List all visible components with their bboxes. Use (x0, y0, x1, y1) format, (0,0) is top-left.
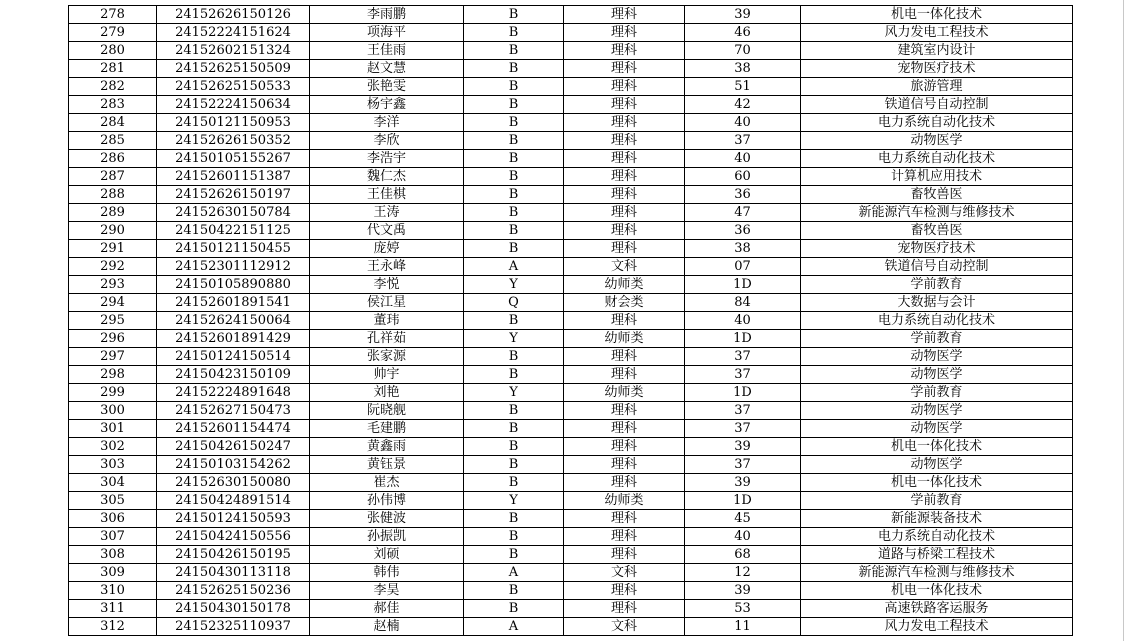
row-number-cell: 302 (69, 438, 157, 456)
score-cell: 12 (685, 564, 801, 582)
category-code-cell: Y (464, 492, 564, 510)
table-row (69, 312, 1073, 330)
exam-id-cell: 24150424891514 (157, 492, 310, 510)
row-number-cell: 280 (69, 42, 157, 60)
major-cell: 学前教育 (801, 492, 1073, 510)
score-cell: 39 (685, 474, 801, 492)
table-row (69, 114, 1073, 132)
student-name-cell: 李欣 (310, 132, 464, 150)
score-cell: 39 (685, 582, 801, 600)
major-cell: 机电一体化技术 (801, 582, 1073, 600)
row-number-cell: 303 (69, 456, 157, 474)
category-cell: 理科 (564, 60, 685, 78)
student-name-cell: 孙振凯 (310, 528, 464, 546)
exam-id-cell: 24150426150247 (157, 438, 310, 456)
score-cell: 68 (685, 546, 801, 564)
exam-id-cell: 24152601891541 (157, 294, 310, 312)
score-cell: 37 (685, 348, 801, 366)
category-code-cell: B (464, 114, 564, 132)
exam-id-cell: 24150121150455 (157, 240, 310, 258)
category-code-cell: B (464, 546, 564, 564)
major-cell: 新能源装备技术 (801, 510, 1073, 528)
exam-id-cell: 24152601154474 (157, 420, 310, 438)
row-number-cell: 310 (69, 582, 157, 600)
student-name-cell: 李雨鹏 (310, 6, 464, 24)
major-cell: 机电一体化技术 (801, 474, 1073, 492)
score-cell: 84 (685, 294, 801, 312)
score-cell: 1D (685, 492, 801, 510)
score-cell: 38 (685, 60, 801, 78)
exam-id-cell: 24150424150556 (157, 528, 310, 546)
category-code-cell: B (464, 402, 564, 420)
student-name-cell: 毛建鹏 (310, 420, 464, 438)
score-cell: 11 (685, 618, 801, 636)
row-number-cell: 298 (69, 366, 157, 384)
exam-id-cell: 24150105890880 (157, 276, 310, 294)
student-name-cell: 王佳棋 (310, 186, 464, 204)
score-cell: 40 (685, 150, 801, 168)
category-cell: 理科 (564, 582, 685, 600)
student-name-cell: 孔祥茹 (310, 330, 464, 348)
admission-table (68, 5, 1073, 636)
student-name-cell: 刘硕 (310, 546, 464, 564)
table-row (69, 276, 1073, 294)
row-number-cell: 299 (69, 384, 157, 402)
major-cell: 电力系统自动化技术 (801, 114, 1073, 132)
score-cell: 51 (685, 78, 801, 96)
row-number-cell: 290 (69, 222, 157, 240)
category-cell: 理科 (564, 6, 685, 24)
student-name-cell: 黄钰景 (310, 456, 464, 474)
exam-id-cell: 24152301112912 (157, 258, 310, 276)
student-name-cell: 李洋 (310, 114, 464, 132)
category-code-cell: A (464, 618, 564, 636)
category-cell: 理科 (564, 132, 685, 150)
category-code-cell: Y (464, 330, 564, 348)
score-cell: 37 (685, 132, 801, 150)
exam-id-cell: 24152630150080 (157, 474, 310, 492)
major-cell: 大数据与会计 (801, 294, 1073, 312)
exam-id-cell: 24152630150784 (157, 204, 310, 222)
major-cell: 高速铁路客运服务 (801, 600, 1073, 618)
exam-id-cell: 24150105155267 (157, 150, 310, 168)
major-cell: 学前教育 (801, 384, 1073, 402)
category-code-cell: A (464, 564, 564, 582)
table-row (69, 474, 1073, 492)
major-cell: 新能源汽车检测与维修技术 (801, 564, 1073, 582)
major-cell: 铁道信号自动控制 (801, 96, 1073, 114)
student-name-cell: 张艳雯 (310, 78, 464, 96)
major-cell: 电力系统自动化技术 (801, 150, 1073, 168)
category-cell: 幼师类 (564, 384, 685, 402)
score-cell: 70 (685, 42, 801, 60)
category-code-cell: B (464, 510, 564, 528)
category-code-cell: B (464, 474, 564, 492)
exam-id-cell: 24152224151624 (157, 24, 310, 42)
exam-id-cell: 24150422151125 (157, 222, 310, 240)
major-cell: 动物医学 (801, 420, 1073, 438)
score-cell: 39 (685, 438, 801, 456)
exam-id-cell: 24150426150195 (157, 546, 310, 564)
score-cell: 53 (685, 600, 801, 618)
table-row (69, 564, 1073, 582)
category-code-cell: B (464, 60, 564, 78)
table-row (69, 348, 1073, 366)
table-row (69, 600, 1073, 618)
row-number-cell: 304 (69, 474, 157, 492)
exam-id-cell: 24152224891648 (157, 384, 310, 402)
row-number-cell: 282 (69, 78, 157, 96)
major-cell: 宠物医疗技术 (801, 240, 1073, 258)
category-cell: 理科 (564, 456, 685, 474)
table-row (69, 78, 1073, 96)
table-row (69, 438, 1073, 456)
exam-id-cell: 24150430113118 (157, 564, 310, 582)
student-name-cell: 刘艳 (310, 384, 464, 402)
table-row (69, 168, 1073, 186)
student-name-cell: 张健波 (310, 510, 464, 528)
student-name-cell: 韩伟 (310, 564, 464, 582)
row-number-cell: 287 (69, 168, 157, 186)
category-cell: 理科 (564, 402, 685, 420)
score-cell: 40 (685, 114, 801, 132)
student-name-cell: 王涛 (310, 204, 464, 222)
row-number-cell: 288 (69, 186, 157, 204)
student-name-cell: 侯江星 (310, 294, 464, 312)
category-cell: 理科 (564, 24, 685, 42)
student-name-cell: 李昊 (310, 582, 464, 600)
row-number-cell: 306 (69, 510, 157, 528)
table-row (69, 258, 1073, 276)
exam-id-cell: 24152601151387 (157, 168, 310, 186)
table-row (69, 546, 1073, 564)
score-cell: 1D (685, 330, 801, 348)
major-cell: 机电一体化技术 (801, 6, 1073, 24)
category-cell: 文科 (564, 564, 685, 582)
major-cell: 宠物医疗技术 (801, 60, 1073, 78)
exam-id-cell: 24150423150109 (157, 366, 310, 384)
student-name-cell: 王永峰 (310, 258, 464, 276)
table-row (69, 24, 1073, 42)
category-cell: 理科 (564, 546, 685, 564)
table-row (69, 240, 1073, 258)
table-row (69, 42, 1073, 60)
major-cell: 畜牧兽医 (801, 186, 1073, 204)
category-cell: 理科 (564, 240, 685, 258)
category-cell: 理科 (564, 42, 685, 60)
score-cell: 1D (685, 276, 801, 294)
row-number-cell: 283 (69, 96, 157, 114)
exam-id-cell: 24152625150533 (157, 78, 310, 96)
row-number-cell: 295 (69, 312, 157, 330)
student-name-cell: 魏仁杰 (310, 168, 464, 186)
category-code-cell: B (464, 96, 564, 114)
category-code-cell: B (464, 438, 564, 456)
student-name-cell: 代文禹 (310, 222, 464, 240)
student-name-cell: 李悦 (310, 276, 464, 294)
category-code-cell: B (464, 222, 564, 240)
table-row (69, 456, 1073, 474)
table-row (69, 294, 1073, 312)
exam-id-cell: 24152626150126 (157, 6, 310, 24)
table-row (69, 582, 1073, 600)
table-body (69, 6, 1073, 636)
category-code-cell: Y (464, 384, 564, 402)
exam-id-cell: 24150121150953 (157, 114, 310, 132)
category-cell: 理科 (564, 348, 685, 366)
category-code-cell: B (464, 420, 564, 438)
score-cell: 37 (685, 366, 801, 384)
page-edge-divider (1123, 0, 1124, 641)
exam-id-cell: 24152625150236 (157, 582, 310, 600)
row-number-cell: 293 (69, 276, 157, 294)
category-code-cell: B (464, 348, 564, 366)
major-cell: 铁道信号自动控制 (801, 258, 1073, 276)
category-cell: 文科 (564, 258, 685, 276)
table-row (69, 222, 1073, 240)
row-number-cell: 294 (69, 294, 157, 312)
major-cell: 风力发电工程技术 (801, 618, 1073, 636)
major-cell: 动物医学 (801, 366, 1073, 384)
score-cell: 39 (685, 6, 801, 24)
student-name-cell: 李浩宇 (310, 150, 464, 168)
exam-id-cell: 24152224150634 (157, 96, 310, 114)
major-cell: 机电一体化技术 (801, 438, 1073, 456)
category-code-cell: B (464, 204, 564, 222)
student-name-cell: 赵楠 (310, 618, 464, 636)
major-cell: 学前教育 (801, 276, 1073, 294)
score-cell: 40 (685, 528, 801, 546)
table-row (69, 492, 1073, 510)
exam-id-cell: 24152325110937 (157, 618, 310, 636)
category-cell: 理科 (564, 510, 685, 528)
category-code-cell: B (464, 528, 564, 546)
category-cell: 理科 (564, 420, 685, 438)
major-cell: 动物医学 (801, 132, 1073, 150)
row-number-cell: 309 (69, 564, 157, 582)
row-number-cell: 281 (69, 60, 157, 78)
major-cell: 电力系统自动化技术 (801, 528, 1073, 546)
category-code-cell: B (464, 312, 564, 330)
table-row (69, 330, 1073, 348)
category-cell: 理科 (564, 96, 685, 114)
category-code-cell: B (464, 240, 564, 258)
score-cell: 37 (685, 420, 801, 438)
exam-id-cell: 24150430150178 (157, 600, 310, 618)
major-cell: 学前教育 (801, 330, 1073, 348)
table-row (69, 204, 1073, 222)
exam-id-cell: 24152602151324 (157, 42, 310, 60)
exam-id-cell: 24152624150064 (157, 312, 310, 330)
row-number-cell: 300 (69, 402, 157, 420)
category-cell: 理科 (564, 114, 685, 132)
category-cell: 理科 (564, 222, 685, 240)
table-row (69, 618, 1073, 636)
row-number-cell: 292 (69, 258, 157, 276)
row-number-cell: 301 (69, 420, 157, 438)
student-name-cell: 帅宇 (310, 366, 464, 384)
category-code-cell: B (464, 600, 564, 618)
category-code-cell: B (464, 78, 564, 96)
score-cell: 60 (685, 168, 801, 186)
category-cell: 理科 (564, 366, 685, 384)
major-cell: 计算机应用技术 (801, 168, 1073, 186)
row-number-cell: 308 (69, 546, 157, 564)
category-cell: 幼师类 (564, 492, 685, 510)
score-cell: 36 (685, 186, 801, 204)
category-code-cell: B (464, 168, 564, 186)
table-row (69, 6, 1073, 24)
student-name-cell: 孙伟博 (310, 492, 464, 510)
student-name-cell: 黄鑫雨 (310, 438, 464, 456)
major-cell: 风力发电工程技术 (801, 24, 1073, 42)
major-cell: 畜牧兽医 (801, 222, 1073, 240)
category-code-cell: Y (464, 276, 564, 294)
exam-id-cell: 24152626150197 (157, 186, 310, 204)
score-cell: 37 (685, 402, 801, 420)
row-number-cell: 286 (69, 150, 157, 168)
row-number-cell: 296 (69, 330, 157, 348)
major-cell: 新能源汽车检测与维修技术 (801, 204, 1073, 222)
table-row (69, 402, 1073, 420)
category-cell: 理科 (564, 168, 685, 186)
category-cell: 理科 (564, 312, 685, 330)
row-number-cell: 307 (69, 528, 157, 546)
table-row (69, 366, 1073, 384)
student-name-cell: 王佳雨 (310, 42, 464, 60)
student-name-cell: 阮晓舰 (310, 402, 464, 420)
student-name-cell: 董玮 (310, 312, 464, 330)
score-cell: 38 (685, 240, 801, 258)
category-code-cell: B (464, 132, 564, 150)
category-cell: 理科 (564, 204, 685, 222)
table-row (69, 420, 1073, 438)
row-number-cell: 278 (69, 6, 157, 24)
category-cell: 理科 (564, 186, 685, 204)
score-cell: 07 (685, 258, 801, 276)
score-cell: 37 (685, 456, 801, 474)
category-code-cell: B (464, 186, 564, 204)
exam-id-cell: 24152625150509 (157, 60, 310, 78)
category-code-cell: B (464, 24, 564, 42)
table-row (69, 384, 1073, 402)
major-cell: 电力系统自动化技术 (801, 312, 1073, 330)
major-cell: 旅游管理 (801, 78, 1073, 96)
score-cell: 36 (685, 222, 801, 240)
category-cell: 文科 (564, 618, 685, 636)
table-row (69, 60, 1073, 78)
score-cell: 1D (685, 384, 801, 402)
category-code-cell: A (464, 258, 564, 276)
category-cell: 理科 (564, 528, 685, 546)
exam-id-cell: 24152601891429 (157, 330, 310, 348)
major-cell: 动物医学 (801, 348, 1073, 366)
table-row (69, 132, 1073, 150)
score-cell: 46 (685, 24, 801, 42)
row-number-cell: 284 (69, 114, 157, 132)
category-cell: 理科 (564, 78, 685, 96)
student-name-cell: 郝佳 (310, 600, 464, 618)
table-row (69, 528, 1073, 546)
category-code-cell: B (464, 150, 564, 168)
student-name-cell: 张家源 (310, 348, 464, 366)
category-cell: 理科 (564, 600, 685, 618)
major-cell: 道路与桥梁工程技术 (801, 546, 1073, 564)
row-number-cell: 291 (69, 240, 157, 258)
category-cell: 幼师类 (564, 330, 685, 348)
major-cell: 建筑室内设计 (801, 42, 1073, 60)
exam-id-cell: 24152627150473 (157, 402, 310, 420)
category-code-cell: B (464, 456, 564, 474)
student-name-cell: 庞婷 (310, 240, 464, 258)
category-code-cell: Q (464, 294, 564, 312)
student-name-cell: 项海平 (310, 24, 464, 42)
exam-id-cell: 24150124150514 (157, 348, 310, 366)
category-code-cell: B (464, 366, 564, 384)
score-cell: 42 (685, 96, 801, 114)
row-number-cell: 285 (69, 132, 157, 150)
major-cell: 动物医学 (801, 402, 1073, 420)
category-cell: 财会类 (564, 294, 685, 312)
student-name-cell: 杨宇鑫 (310, 96, 464, 114)
exam-id-cell: 24150124150593 (157, 510, 310, 528)
category-cell: 理科 (564, 438, 685, 456)
category-cell: 幼师类 (564, 276, 685, 294)
row-number-cell: 289 (69, 204, 157, 222)
score-cell: 47 (685, 204, 801, 222)
table-row (69, 510, 1073, 528)
table-row (69, 96, 1073, 114)
row-number-cell: 311 (69, 600, 157, 618)
category-cell: 理科 (564, 474, 685, 492)
major-cell: 动物医学 (801, 456, 1073, 474)
student-name-cell: 崔杰 (310, 474, 464, 492)
row-number-cell: 297 (69, 348, 157, 366)
score-cell: 45 (685, 510, 801, 528)
exam-id-cell: 24150103154262 (157, 456, 310, 474)
exam-id-cell: 24152626150352 (157, 132, 310, 150)
category-code-cell: B (464, 582, 564, 600)
table-row (69, 150, 1073, 168)
row-number-cell: 305 (69, 492, 157, 510)
category-cell: 理科 (564, 150, 685, 168)
category-code-cell: B (464, 6, 564, 24)
table-row (69, 186, 1073, 204)
student-name-cell: 赵文慧 (310, 60, 464, 78)
score-cell: 40 (685, 312, 801, 330)
row-number-cell: 279 (69, 24, 157, 42)
row-number-cell: 312 (69, 618, 157, 636)
category-code-cell: B (464, 42, 564, 60)
